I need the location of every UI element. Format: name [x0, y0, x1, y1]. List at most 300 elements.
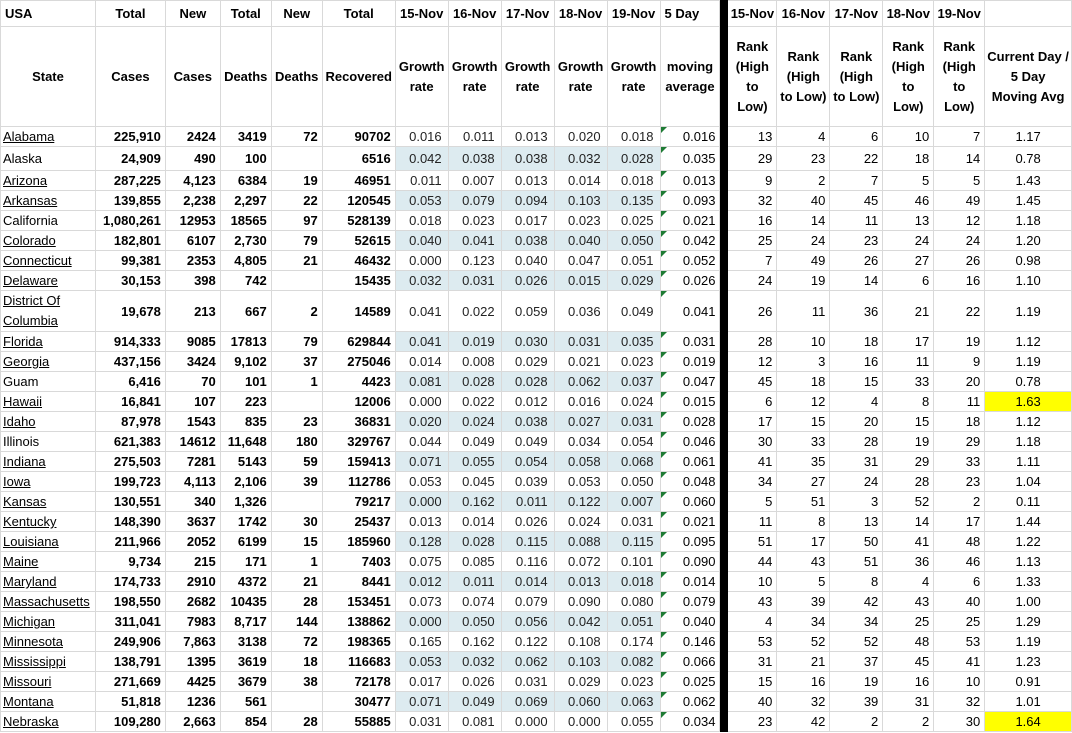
state-cell[interactable] — [1, 472, 96, 492]
growth-rate-cell[interactable]: 0.115 — [501, 532, 554, 552]
growth-rate-cell[interactable]: 0.029 — [554, 672, 607, 692]
rank-cell[interactable]: 24 — [728, 271, 777, 291]
state-cell[interactable] — [1, 392, 96, 412]
rank-cell[interactable]: 14 — [777, 211, 830, 231]
total-cases-cell[interactable]: 99,381 — [95, 251, 165, 271]
moving-average-cell[interactable]: 0.014 — [660, 572, 720, 592]
growth-rate-cell[interactable]: 0.050 — [448, 612, 501, 632]
moving-average-cell[interactable]: 0.093 — [660, 191, 720, 211]
growth-rate-cell[interactable]: 0.013 — [501, 171, 554, 191]
growth-rate-cell[interactable]: 0.054 — [607, 432, 660, 452]
growth-rate-cell[interactable]: 0.032 — [554, 147, 607, 171]
state-cell[interactable] — [1, 712, 96, 732]
rank-cell[interactable]: 43 — [728, 592, 777, 612]
rank-cell[interactable]: 17 — [777, 532, 830, 552]
growth-rate-cell[interactable]: 0.050 — [607, 231, 660, 251]
header-rank-4[interactable]: Rank (High to Low) — [883, 27, 934, 127]
moving-average-cell[interactable]: 0.052 — [660, 251, 720, 271]
state-cell[interactable] — [1, 271, 96, 291]
rank-cell[interactable]: 22 — [830, 147, 883, 171]
header-new-deaths[interactable]: New — [271, 1, 322, 27]
current-ratio-cell[interactable]: 1.64 — [985, 712, 1072, 732]
state-link[interactable]: Indiana — [3, 454, 46, 469]
header-new[interactable]: New — [165, 1, 220, 27]
growth-rate-cell[interactable]: 0.014 — [554, 171, 607, 191]
growth-rate-cell[interactable]: 0.042 — [395, 147, 448, 171]
growth-rate-cell[interactable]: 0.074 — [448, 592, 501, 612]
growth-rate-cell[interactable]: 0.029 — [501, 352, 554, 372]
rank-cell[interactable]: 43 — [777, 552, 830, 572]
growth-rate-cell[interactable]: 0.000 — [395, 251, 448, 271]
total-cases-cell[interactable]: 914,333 — [95, 332, 165, 352]
new-cases-cell[interactable]: 4425 — [165, 672, 220, 692]
rank-cell[interactable]: 52 — [883, 492, 934, 512]
growth-rate-cell[interactable]: 0.007 — [448, 171, 501, 191]
state-cell[interactable] — [1, 412, 96, 432]
current-ratio-cell[interactable]: 1.44 — [985, 512, 1072, 532]
moving-average-cell[interactable]: 0.026 — [660, 271, 720, 291]
new-deaths-cell[interactable]: 38 — [271, 672, 322, 692]
new-cases-cell[interactable]: 4,113 — [165, 472, 220, 492]
total-deaths-cell[interactable]: 17813 — [220, 332, 271, 352]
rank-cell[interactable]: 10 — [728, 572, 777, 592]
rank-cell[interactable]: 3 — [830, 492, 883, 512]
total-deaths-cell[interactable]: 9,102 — [220, 352, 271, 372]
rank-cell[interactable]: 45 — [830, 191, 883, 211]
header-rank-date-2[interactable]: 16-Nov — [777, 1, 830, 27]
rank-cell[interactable]: 10 — [934, 672, 985, 692]
rank-cell[interactable]: 18 — [883, 147, 934, 171]
growth-rate-cell[interactable]: 0.025 — [607, 211, 660, 231]
header-new-cases[interactable]: Cases — [165, 27, 220, 127]
growth-rate-cell[interactable]: 0.032 — [395, 271, 448, 291]
moving-average-cell[interactable]: 0.066 — [660, 652, 720, 672]
moving-average-cell[interactable]: 0.015 — [660, 392, 720, 412]
total-deaths-cell[interactable]: 3619 — [220, 652, 271, 672]
growth-rate-cell[interactable]: 0.028 — [448, 372, 501, 392]
header-growth-rate-1[interactable]: Growth rate — [395, 27, 448, 127]
total-deaths-cell[interactable]: 101 — [220, 372, 271, 392]
header-growth-date-3[interactable]: 17-Nov — [501, 1, 554, 27]
rank-cell[interactable]: 12 — [777, 392, 830, 412]
state-link[interactable]: Idaho — [3, 414, 36, 429]
header-growth-rate-4[interactable]: Growth rate — [554, 27, 607, 127]
current-ratio-cell[interactable]: 1.00 — [985, 592, 1072, 612]
header-rank-3[interactable]: Rank (High to Low) — [830, 27, 883, 127]
state-link[interactable]: Louisiana — [3, 534, 59, 549]
total-cases-cell[interactable]: 6,416 — [95, 372, 165, 392]
moving-average-cell[interactable]: 0.061 — [660, 452, 720, 472]
rank-cell[interactable]: 27 — [777, 472, 830, 492]
rank-cell[interactable]: 52 — [777, 632, 830, 652]
growth-rate-cell[interactable]: 0.011 — [395, 171, 448, 191]
rank-cell[interactable]: 23 — [830, 231, 883, 251]
growth-rate-cell[interactable]: 0.028 — [448, 532, 501, 552]
total-cases-cell[interactable]: 87,978 — [95, 412, 165, 432]
recovered-cell[interactable]: 55885 — [322, 712, 395, 732]
recovered-cell[interactable]: 36831 — [322, 412, 395, 432]
moving-average-cell[interactable]: 0.019 — [660, 352, 720, 372]
recovered-cell[interactable]: 528139 — [322, 211, 395, 231]
rank-cell[interactable]: 22 — [934, 291, 985, 332]
rank-cell[interactable]: 13 — [883, 211, 934, 231]
recovered-cell[interactable]: 46432 — [322, 251, 395, 271]
total-cases-cell[interactable]: 211,966 — [95, 532, 165, 552]
growth-rate-cell[interactable]: 0.088 — [554, 532, 607, 552]
rank-cell[interactable]: 6 — [728, 392, 777, 412]
rank-cell[interactable]: 53 — [728, 632, 777, 652]
new-deaths-cell[interactable] — [271, 692, 322, 712]
moving-average-cell[interactable]: 0.035 — [660, 147, 720, 171]
recovered-cell[interactable]: 90702 — [322, 127, 395, 147]
state-link[interactable]: Hawaii — [3, 394, 43, 409]
rank-cell[interactable]: 48 — [883, 632, 934, 652]
rank-cell[interactable]: 25 — [934, 612, 985, 632]
total-deaths-cell[interactable]: 2,730 — [220, 231, 271, 251]
state-cell[interactable] — [1, 332, 96, 352]
moving-average-cell[interactable]: 0.047 — [660, 372, 720, 392]
growth-rate-cell[interactable]: 0.049 — [448, 432, 501, 452]
total-deaths-cell[interactable]: 561 — [220, 692, 271, 712]
moving-average-cell[interactable]: 0.095 — [660, 532, 720, 552]
growth-rate-cell[interactable]: 0.047 — [554, 251, 607, 271]
growth-rate-cell[interactable]: 0.062 — [554, 372, 607, 392]
growth-rate-cell[interactable]: 0.051 — [607, 251, 660, 271]
growth-rate-cell[interactable]: 0.042 — [554, 612, 607, 632]
current-ratio-cell[interactable]: 1.33 — [985, 572, 1072, 592]
rank-cell[interactable]: 6 — [883, 271, 934, 291]
rank-cell[interactable]: 14 — [934, 147, 985, 171]
current-ratio-cell[interactable]: 1.63 — [985, 392, 1072, 412]
growth-rate-cell[interactable]: 0.069 — [501, 692, 554, 712]
moving-average-cell[interactable]: 0.042 — [660, 231, 720, 251]
rank-cell[interactable]: 16 — [830, 352, 883, 372]
moving-average-cell[interactable]: 0.041 — [660, 291, 720, 332]
rank-cell[interactable]: 17 — [934, 512, 985, 532]
rank-cell[interactable]: 23 — [934, 472, 985, 492]
total-cases-cell[interactable]: 130,551 — [95, 492, 165, 512]
growth-rate-cell[interactable]: 0.020 — [395, 412, 448, 432]
total-deaths-cell[interactable]: 4372 — [220, 572, 271, 592]
growth-rate-cell[interactable]: 0.075 — [395, 552, 448, 572]
total-cases-cell[interactable]: 199,723 — [95, 472, 165, 492]
state-link[interactable]: Georgia — [3, 354, 50, 369]
recovered-cell[interactable]: 52615 — [322, 231, 395, 251]
rank-cell[interactable]: 36 — [883, 552, 934, 572]
growth-rate-cell[interactable]: 0.000 — [395, 392, 448, 412]
rank-cell[interactable]: 2 — [883, 712, 934, 732]
rank-cell[interactable]: 24 — [777, 231, 830, 251]
new-deaths-cell[interactable]: 28 — [271, 592, 322, 612]
rank-cell[interactable]: 31 — [830, 452, 883, 472]
moving-average-cell[interactable]: 0.034 — [660, 712, 720, 732]
header-growth-rate-3[interactable]: Growth rate — [501, 27, 554, 127]
header-cases[interactable]: Cases — [95, 27, 165, 127]
total-deaths-cell[interactable]: 171 — [220, 552, 271, 572]
growth-rate-cell[interactable]: 0.000 — [395, 492, 448, 512]
growth-rate-cell[interactable]: 0.030 — [501, 332, 554, 352]
header-deaths[interactable]: Deaths — [220, 27, 271, 127]
moving-average-cell[interactable]: 0.040 — [660, 612, 720, 632]
total-deaths-cell[interactable]: 6199 — [220, 532, 271, 552]
rank-cell[interactable]: 5 — [883, 171, 934, 191]
header-total-recovered[interactable]: Total — [322, 1, 395, 27]
current-ratio-cell[interactable]: 1.11 — [985, 452, 1072, 472]
growth-rate-cell[interactable]: 0.036 — [554, 291, 607, 332]
growth-rate-cell[interactable]: 0.053 — [395, 652, 448, 672]
rank-cell[interactable]: 23 — [728, 712, 777, 732]
growth-rate-cell[interactable]: 0.020 — [554, 127, 607, 147]
growth-rate-cell[interactable]: 0.018 — [607, 171, 660, 191]
rank-cell[interactable]: 5 — [934, 171, 985, 191]
rank-cell[interactable]: 33 — [883, 372, 934, 392]
rank-cell[interactable]: 7 — [830, 171, 883, 191]
header-total[interactable]: Total — [95, 1, 165, 27]
growth-rate-cell[interactable]: 0.174 — [607, 632, 660, 652]
header-growth-date-4[interactable]: 18-Nov — [554, 1, 607, 27]
rank-cell[interactable]: 41 — [883, 532, 934, 552]
rank-cell[interactable]: 26 — [728, 291, 777, 332]
rank-cell[interactable]: 15 — [777, 412, 830, 432]
rank-cell[interactable]: 32 — [934, 692, 985, 712]
new-deaths-cell[interactable]: 72 — [271, 632, 322, 652]
header-growth-rate-2[interactable]: Growth rate — [448, 27, 501, 127]
rank-cell[interactable]: 15 — [728, 672, 777, 692]
growth-rate-cell[interactable]: 0.031 — [607, 512, 660, 532]
rank-cell[interactable]: 30 — [728, 432, 777, 452]
total-cases-cell[interactable]: 24,909 — [95, 147, 165, 171]
new-deaths-cell[interactable]: 19 — [271, 171, 322, 191]
header-five-day[interactable]: 5 Day — [660, 1, 720, 27]
current-ratio-cell[interactable]: 1.19 — [985, 291, 1072, 332]
state-link[interactable]: Florida — [3, 334, 43, 349]
rank-cell[interactable]: 5 — [777, 572, 830, 592]
state-link[interactable]: District Of Columbia — [3, 293, 61, 328]
total-deaths-cell[interactable]: 854 — [220, 712, 271, 732]
rank-cell[interactable]: 8 — [883, 392, 934, 412]
moving-average-cell[interactable]: 0.028 — [660, 412, 720, 432]
growth-rate-cell[interactable]: 0.045 — [448, 472, 501, 492]
growth-rate-cell[interactable]: 0.059 — [501, 291, 554, 332]
rank-cell[interactable]: 3 — [777, 352, 830, 372]
new-cases-cell[interactable]: 3637 — [165, 512, 220, 532]
rank-cell[interactable]: 41 — [934, 652, 985, 672]
rank-cell[interactable]: 16 — [883, 672, 934, 692]
rank-cell[interactable]: 8 — [830, 572, 883, 592]
rank-cell[interactable]: 29 — [934, 432, 985, 452]
growth-rate-cell[interactable]: 0.013 — [554, 572, 607, 592]
total-deaths-cell[interactable]: 3138 — [220, 632, 271, 652]
growth-rate-cell[interactable]: 0.090 — [554, 592, 607, 612]
growth-rate-cell[interactable]: 0.024 — [448, 412, 501, 432]
new-cases-cell[interactable]: 1236 — [165, 692, 220, 712]
growth-rate-cell[interactable]: 0.038 — [501, 231, 554, 251]
total-deaths-cell[interactable]: 10435 — [220, 592, 271, 612]
growth-rate-cell[interactable]: 0.165 — [395, 632, 448, 652]
state-cell[interactable] — [1, 552, 96, 572]
total-deaths-cell[interactable]: 6384 — [220, 171, 271, 191]
rank-cell[interactable]: 19 — [883, 432, 934, 452]
growth-rate-cell[interactable]: 0.038 — [448, 147, 501, 171]
current-ratio-cell[interactable]: 0.78 — [985, 147, 1072, 171]
total-deaths-cell[interactable]: 18565 — [220, 211, 271, 231]
state-link[interactable]: Iowa — [3, 474, 31, 489]
rank-cell[interactable]: 10 — [777, 332, 830, 352]
rank-cell[interactable]: 15 — [883, 412, 934, 432]
current-ratio-cell[interactable]: 1.13 — [985, 552, 1072, 572]
growth-rate-cell[interactable]: 0.162 — [448, 632, 501, 652]
current-ratio-cell[interactable]: 1.12 — [985, 332, 1072, 352]
growth-rate-cell[interactable]: 0.049 — [501, 432, 554, 452]
current-ratio-cell[interactable]: 1.23 — [985, 652, 1072, 672]
recovered-cell[interactable]: 198365 — [322, 632, 395, 652]
state-cell[interactable] — [1, 147, 96, 171]
new-deaths-cell[interactable]: 21 — [271, 572, 322, 592]
rank-cell[interactable]: 24 — [934, 231, 985, 251]
recovered-cell[interactable]: 6516 — [322, 147, 395, 171]
state-link[interactable]: Colorado — [3, 233, 56, 248]
current-ratio-cell[interactable]: 1.01 — [985, 692, 1072, 712]
state-cell[interactable] — [1, 127, 96, 147]
growth-rate-cell[interactable]: 0.022 — [448, 291, 501, 332]
state-link[interactable]: Kentucky — [3, 514, 57, 529]
growth-rate-cell[interactable]: 0.028 — [501, 372, 554, 392]
growth-rate-cell[interactable]: 0.016 — [395, 127, 448, 147]
header-recovered[interactable]: Recovered — [322, 27, 395, 127]
growth-rate-cell[interactable]: 0.101 — [607, 552, 660, 572]
growth-rate-cell[interactable]: 0.013 — [395, 512, 448, 532]
state-link[interactable]: Massachusetts — [3, 594, 90, 609]
growth-rate-cell[interactable]: 0.018 — [395, 211, 448, 231]
growth-rate-cell[interactable]: 0.024 — [607, 392, 660, 412]
growth-rate-cell[interactable]: 0.041 — [448, 231, 501, 251]
total-cases-cell[interactable]: 225,910 — [95, 127, 165, 147]
total-deaths-cell[interactable]: 742 — [220, 271, 271, 291]
header-total-deaths[interactable]: Total — [220, 1, 271, 27]
state-cell[interactable] — [1, 612, 96, 632]
growth-rate-cell[interactable]: 0.108 — [554, 632, 607, 652]
recovered-cell[interactable]: 7403 — [322, 552, 395, 572]
moving-average-cell[interactable]: 0.060 — [660, 492, 720, 512]
growth-rate-cell[interactable]: 0.049 — [607, 291, 660, 332]
rank-cell[interactable]: 6 — [934, 572, 985, 592]
total-cases-cell[interactable]: 51,818 — [95, 692, 165, 712]
total-cases-cell[interactable]: 311,041 — [95, 612, 165, 632]
growth-rate-cell[interactable]: 0.014 — [448, 512, 501, 532]
growth-rate-cell[interactable]: 0.031 — [448, 271, 501, 291]
state-link[interactable]: Kansas — [3, 494, 47, 509]
growth-rate-cell[interactable]: 0.055 — [607, 712, 660, 732]
recovered-cell[interactable]: 153451 — [322, 592, 395, 612]
rank-cell[interactable]: 18 — [830, 332, 883, 352]
new-deaths-cell[interactable]: 37 — [271, 352, 322, 372]
current-ratio-cell[interactable]: 0.11 — [985, 492, 1072, 512]
header-growth-date-5[interactable]: 19-Nov — [607, 1, 660, 27]
rank-cell[interactable]: 31 — [728, 652, 777, 672]
state-cell[interactable] — [1, 512, 96, 532]
growth-rate-cell[interactable]: 0.037 — [607, 372, 660, 392]
rank-cell[interactable]: 33 — [934, 452, 985, 472]
rank-cell[interactable]: 32 — [777, 692, 830, 712]
total-deaths-cell[interactable]: 2,106 — [220, 472, 271, 492]
growth-rate-cell[interactable]: 0.049 — [448, 692, 501, 712]
recovered-cell[interactable]: 185960 — [322, 532, 395, 552]
rank-cell[interactable]: 19 — [777, 271, 830, 291]
rank-cell[interactable]: 40 — [728, 692, 777, 712]
current-ratio-cell[interactable]: 1.43 — [985, 171, 1072, 191]
rank-cell[interactable]: 16 — [728, 211, 777, 231]
recovered-cell[interactable]: 79217 — [322, 492, 395, 512]
growth-rate-cell[interactable]: 0.056 — [501, 612, 554, 632]
growth-rate-cell[interactable]: 0.026 — [501, 512, 554, 532]
rank-cell[interactable]: 31 — [883, 692, 934, 712]
growth-rate-cell[interactable]: 0.072 — [554, 552, 607, 572]
growth-rate-cell[interactable]: 0.053 — [554, 472, 607, 492]
growth-rate-cell[interactable]: 0.071 — [395, 452, 448, 472]
header-new-deaths-label[interactable]: Deaths — [271, 27, 322, 127]
new-deaths-cell[interactable]: 59 — [271, 452, 322, 472]
recovered-cell[interactable]: 8441 — [322, 572, 395, 592]
new-deaths-cell[interactable]: 97 — [271, 211, 322, 231]
state-cell[interactable] — [1, 672, 96, 692]
total-cases-cell[interactable]: 271,669 — [95, 672, 165, 692]
rank-cell[interactable]: 51 — [830, 552, 883, 572]
state-cell[interactable] — [1, 291, 96, 332]
rank-cell[interactable]: 7 — [728, 251, 777, 271]
moving-average-cell[interactable]: 0.021 — [660, 512, 720, 532]
rank-cell[interactable]: 13 — [830, 512, 883, 532]
recovered-cell[interactable]: 25437 — [322, 512, 395, 532]
rank-cell[interactable]: 15 — [830, 372, 883, 392]
growth-rate-cell[interactable]: 0.041 — [395, 291, 448, 332]
current-ratio-cell[interactable]: 1.04 — [985, 472, 1072, 492]
rank-cell[interactable]: 2 — [777, 171, 830, 191]
growth-rate-cell[interactable]: 0.054 — [501, 452, 554, 472]
rank-cell[interactable]: 12 — [728, 352, 777, 372]
growth-rate-cell[interactable]: 0.029 — [607, 271, 660, 291]
rank-cell[interactable]: 16 — [934, 271, 985, 291]
total-deaths-cell[interactable]: 100 — [220, 147, 271, 171]
state-link[interactable]: Alabama — [3, 129, 55, 144]
new-cases-cell[interactable]: 9085 — [165, 332, 220, 352]
rank-cell[interactable]: 18 — [777, 372, 830, 392]
header-moving-average[interactable]: moving average — [660, 27, 720, 127]
growth-rate-cell[interactable]: 0.068 — [607, 452, 660, 472]
growth-rate-cell[interactable]: 0.023 — [607, 672, 660, 692]
rank-cell[interactable]: 13 — [728, 127, 777, 147]
state-link[interactable]: Michigan — [3, 614, 56, 629]
recovered-cell[interactable]: 116683 — [322, 652, 395, 672]
header-growth-date-2[interactable]: 16-Nov — [448, 1, 501, 27]
recovered-cell[interactable]: 138862 — [322, 612, 395, 632]
rank-cell[interactable]: 45 — [883, 652, 934, 672]
growth-rate-cell[interactable]: 0.060 — [554, 692, 607, 712]
rank-cell[interactable]: 10 — [883, 127, 934, 147]
state-link[interactable]: Arizona — [3, 173, 48, 188]
current-ratio-cell[interactable]: 0.91 — [985, 672, 1072, 692]
growth-rate-cell[interactable]: 0.023 — [607, 352, 660, 372]
new-cases-cell[interactable]: 14612 — [165, 432, 220, 452]
recovered-cell[interactable]: 120545 — [322, 191, 395, 211]
growth-rate-cell[interactable]: 0.034 — [554, 432, 607, 452]
current-ratio-cell[interactable]: 0.78 — [985, 372, 1072, 392]
growth-rate-cell[interactable]: 0.007 — [607, 492, 660, 512]
new-deaths-cell[interactable]: 2 — [271, 291, 322, 332]
rank-cell[interactable]: 6 — [830, 127, 883, 147]
rank-cell[interactable]: 5 — [728, 492, 777, 512]
rank-cell[interactable]: 21 — [883, 291, 934, 332]
growth-rate-cell[interactable]: 0.080 — [607, 592, 660, 612]
